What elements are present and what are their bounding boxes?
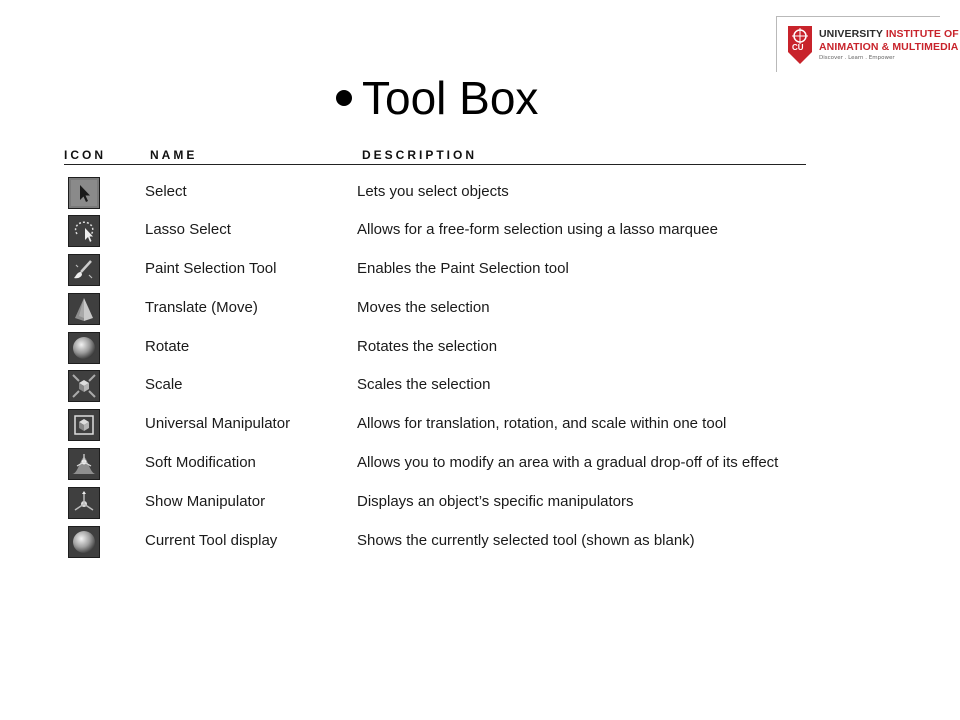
tool-description: Shows the currently selected tool (shown as blank): [357, 532, 695, 549]
table-row: [68, 215, 808, 249]
tool-name: Universal Manipulator: [145, 415, 291, 432]
logo-university-text: UNIVERSITY: [819, 28, 886, 40]
tool-name: Current Tool display: [145, 532, 278, 549]
logo-institute-text: INSTITUTE OF: [885, 28, 959, 40]
table-header: [64, 148, 806, 165]
tool-description: Displays an object’s specific manipulators: [357, 493, 634, 510]
tool-description: Enables the Paint Selection tool: [357, 260, 569, 277]
table-row: [68, 332, 808, 366]
tool-description: Rotates the selection: [357, 338, 498, 355]
tool-name: Translate (Move): [145, 299, 258, 316]
tool-description: Moves the selection: [357, 299, 490, 316]
tool-description: Lets you select objects: [357, 183, 509, 200]
table-row: [68, 370, 808, 404]
tool-description: Allows for a free-form selection using a lasso marquee: [357, 221, 718, 238]
header-name: NAME: [150, 148, 198, 162]
tool-description: Allows you to modify an area with a gradual drop-off of its effect: [357, 454, 779, 471]
slide-title: [336, 70, 538, 126]
logo-tagline: Discover . Learn . Empower: [819, 55, 895, 61]
tool-name: Soft Modification: [145, 454, 256, 471]
tool-name: Paint Selection Tool: [145, 260, 277, 277]
tool-name: Show Manipulator: [145, 493, 266, 510]
translate-cone-icon: [68, 293, 100, 325]
paint-brush-icon: [68, 254, 100, 286]
tool-name: Rotate: [145, 338, 190, 355]
header-description: DESCRIPTION: [362, 148, 478, 162]
current-tool-sphere-icon: [68, 526, 100, 558]
table-row: [68, 409, 808, 443]
scale-cube-icon: [68, 370, 100, 402]
table-row: [68, 177, 808, 211]
tool-name: Scale: [145, 376, 183, 393]
logo-line-1: [819, 28, 959, 40]
table-row: [68, 448, 808, 482]
table-row: [68, 254, 808, 288]
tool-description: Scales the selection: [357, 376, 491, 393]
universal-manipulator-icon: [68, 409, 100, 441]
table-row: [68, 487, 808, 521]
soft-modification-icon: [68, 448, 100, 480]
table-row: [68, 293, 808, 327]
tool-name: Lasso Select: [145, 221, 231, 238]
show-manipulator-icon: [68, 487, 100, 519]
lasso-icon: [68, 215, 100, 247]
slide-title-text: Tool Box: [362, 72, 539, 124]
logo-emblem-text: CU: [792, 43, 804, 52]
select-arrow-icon: [68, 177, 100, 209]
table-row: [68, 526, 808, 560]
tool-name: Select: [145, 183, 187, 200]
tool-description: Allows for translation, rotation, and scale within one tool: [357, 415, 727, 432]
rotate-sphere-icon: [68, 332, 100, 364]
header-icon: ICON: [64, 148, 106, 162]
logo-line-2: ANIMATION & MULTIMEDIA: [819, 41, 959, 53]
bullet-icon: [336, 90, 352, 106]
university-logo: [776, 16, 959, 72]
